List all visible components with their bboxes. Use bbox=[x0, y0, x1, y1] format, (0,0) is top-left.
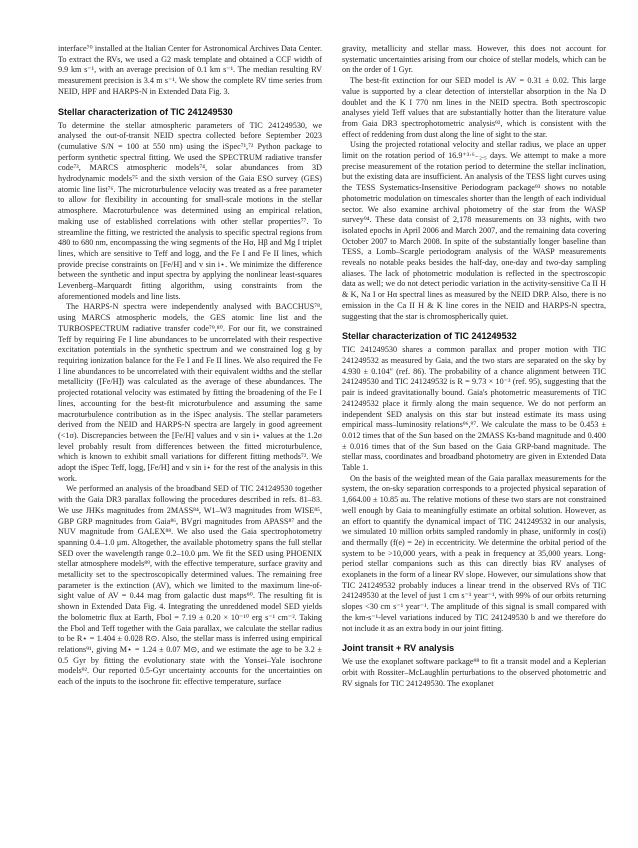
paper-page bbox=[58, 44, 606, 834]
right-column bbox=[342, 44, 606, 834]
left-column bbox=[58, 44, 322, 834]
paragraph: interface⁷⁰ installed at the Italian Center for Astronomical Archives Data Center. To extract the RVs, we used a G2 mask template and obtained a CCF width of 9.9 km s⁻¹, with an average precision of 0.1 km s⁻¹. The median resulting RV measurement precision is 3.4 m s⁻¹. We show the complete RV time series from NEID, HPF and HARPS-N in Extended Data Fig. 3. bbox=[58, 44, 322, 96]
section-heading: Joint transit + RV analysis bbox=[342, 643, 455, 654]
paragraph: The HARPS-N spectra were independently analysed with BACCHUS⁷⁸, using MARCS atmospheric models, the GES atomic line list and the TURBOSPECTRUM radiative transfer code⁷⁹,⁸⁰. For our fit, we constrained Teff by requiring Fe I line abundances to be uncorrelated with their respective excitation potentials in the synthetic spectrum and we constrained log g by requiring ionization balance for the Fe I and Fe II lines. We also required the Fe I line abundances to be uncorrelated with their equivalent widths and the stellar metallicity ([Fe/H]) was calculated as the average of these abundances. The projected rotational velocity was estimated by fitting the broadening of the Fe I lines, accounting for the best-fit microturbulence and assuming the same macroturbulence contribution as in the iSpec analysis. The stellar parameters derived from the NEID and HARPS-N spectra are largely in good agreement (<1σ). Discrepancies between the [Fe/H] values and v sin i⋆ values at the 1.2σ level probably result from differences between the fitted microturbulence, which is known to exhibit small variations for different fitting methods⁷². We adopt the iSpec Teff, logg, [Fe/H] and v sin i⋆ for the rest of the analysis in this work. bbox=[58, 302, 322, 483]
paragraph: We use the exoplanet software package⁹⁸ to fit a transit model and a Keplerian orbit with Rossiter–McLaughlin perturbations to the observed photometric and RV signals for TIC 241249530. The exoplanet bbox=[342, 657, 606, 688]
paragraph: gravity, metallicity and stellar mass. However, this does not account for systematic uncertainties arising from our choice of stellar models, which can be on the order of 1 Gyr. bbox=[342, 44, 606, 75]
paragraph: We performed an analysis of the broadband SED of TIC 241249530 together with the Gaia DR3 parallax following the procedures described in refs. 81–83. We use JHKs magnitudes from 2MASS⁸⁴, W1–W3 magnitudes from WISE⁸⁵, GBP GRP magnitudes from Gaia⁸⁶, BVgri magnitudes from APASS⁸⁷ and the NUV magnitude from GALEX⁸⁸. We also used the Gaia spectrophotometry spanning 0.4–1.0 μm. Altogether, the available photometry spans the full stellar SED over the wavelength range 0.2–10.0 μm. We fit the SED using PHOENIX stellar atmosphere models⁸⁹, with the effective temperature, surface gravity and metallicity set to the spectroscopically determined values. The remaining free parameter is the extinction (AV), which we limited to the maximum line-of-sight value of AV = 0.44 mag from galactic dust maps⁹⁰. The resulting fit is shown in Extended Data Fig. 4. Integrating the unreddened model SED yields the bolometric flux at Earth, Fbol = 7.19 ± 0.20 × 10⁻¹⁰ erg s⁻¹ cm⁻². Taking the Fbol and Teff together with the Gaia parallax, we calculate the stellar radius to be R⋆ = 1.404 ± 0.028 R⊙. Also, the stellar mass is inferred using empirical relations⁹¹, giving M⋆ = 1.24 ± 0.07 M⊙, and we estimate the age to be 3.2 ± 0.5 Gyr by fitting the evolutionary state with the Yonsei–Yale isochrone models⁹². Our reported 0.5-Gyr uncertainty accounts for the uncertainties on each of the inputs to the isochrone fit: effective temperature, surface bbox=[58, 484, 322, 687]
paragraph: The best-fit extinction for our SED model is AV = 0.31 ± 0.02. This large value is supported by a clear detection of interstellar absorption in the Na D doublet and the K I 770 nm lines in the NEID spectra. Both spectroscopic analyses yield Teff values that are substantially hotter than the literature value from Gaia DR3 spectrophotometric analysis⁹², which is consistent with the effect of reddening from dust along the line of sight to the star. bbox=[342, 76, 606, 139]
paragraph: On the basis of the weighted mean of the Gaia parallax measurements for the system, the on-sky separation corresponds to a projected physical separation of 1,664.00 ± 10.85 au. The relative motions of these two stars are not constrained well enough by Gaia to meaningfully estimate an orbital solution. However, as an effort to quantify the dynamical impact of TIC 241249532 in our analysis, we simulated 10 million orbits sampled randomly in phase, uniformly in cos(i) and thermally (f(e) = 2e) in eccentricity. We determine the orbital period of the system to be >10,000 years, with a peak in frequency at 35,000 years. Long-period stellar companions such as this can directly bias RV analyses of exoplanets in the form of a linear RV slope. However, our simulations show that TIC 241249532 probably induces a linear trend in the observed RVs of TIC 241249530 at the level of just 1 cm s⁻¹ year⁻¹, with 99% of our orbits returning slopes <30 cm s⁻¹ year⁻¹. The amplitude of this signal is small compared with the km-s⁻¹-level variations induced by TIC 241249530 b and we therefore do not include it as an extra body in our joint fitting. bbox=[342, 473, 606, 633]
section-heading: Stellar characterization of TIC 241249532 bbox=[342, 331, 517, 342]
paragraph: TIC 241249530 shares a common parallax and proper motion with TIC 241249532 as measured by Gaia, and the two stars are separated on the sky by 4.930 ± 0.104″ (ref. 86). The probability of a chance alignment between TIC 241249530 and TIC 241249532 is R = 9.73 × 10⁻³ (ref. 95), suggesting that the pair is indeed gravitationally bound. Gaia's photometric measurements of TIC 241249532 place it firmly along the main sequence. We do not perform an independent SED analysis on this star but instead estimate its mass using empirical mass–luminosity relations⁹⁶,⁹⁷. We calculate the mass to be 0.453 ± 0.012 times that of the Sun based on the 2MASS Ks-band magnitude and 0.400 ± 0.016 times that of the Sun based on the Gaia GRP-band magnitude. The stellar mass, coordinates and broadband photometry are given in Extended Data Table 1. bbox=[342, 345, 606, 473]
paragraph: Using the projected rotational velocity and stellar radius, we place an upper limit on the rotation period of 16.9⁺³·⁶₋₂.₅ days. We attempt to make a more precise measurement of the rotation period to determine the stellar inclination, but the existing data are insufficient. An analysis of the TESS light curves using the TESS Systematics-Insensitive Periodogram package⁹³ shows no notable photometric modulation on timescales shorter than the length of each individual sector. We also examine archival photometry of the star from the WASP survey⁹⁴. These data consist of 2,178 measurements on 33 nights, with two isolated epochs in April 2006 and March 2007, and the remaining data covering October 2007 to March 2008. In spite of the substantially longer baseline than TESS, a Lomb–Scargle periodogram analysis of the WASP measurements reveals no notable peaks besides the half-day, one-day and two-day sampling aliases. The lack of photometric modulation is reflected in the spectroscopic data as well; we do not detect periodic variation in the activity-sensitive Ca II H & K, Na I or Hα spectral lines as measured by the NEID DRP. Also, there is no emission in the Ca II H & K line cores in the NEID and HARPS-N spectra, suggesting that the star is chromospherically quiet. bbox=[342, 140, 606, 321]
paragraph: To determine the stellar atmospheric parameters of TIC 241249530, we analysed the out-of-transit NEID spectra collected before September 2023 (cumulative S/N = 100 at 550 nm) using the iSpec⁷¹,⁷² Python package to perform synthetic spectral fitting. We used the SPECTRUM radiative transfer code⁷³, MARCS atmospheric models⁷⁴, solar abundances from 3D hydrodynamic models⁷⁵ and the sixth version of the Gaia ESO survey (GES) atomic line list⁷⁶. The microturbulence velocity was treated as a free parameter to allow for flexibility in accounting for small-scale motions in the stellar atmosphere. Macroturbulence was determined using an empirical relation, making use of established correlations with other stellar properties⁷⁷. To streamline the fitting, we restricted the analysis to specific spectral regions from 480 to 680 nm, encompassing the wing segments of the Hα, Hβ and Mg I triplet lines, which are sensitive to Teff and logg, and the Fe I and Fe II lines, which provide precise constraints on [Fe/H] and v sin i⋆. We minimize the difference between the synthetic and input spectra by applying the nonlinear least-squares Levenberg–Marquardt fitting algorithm, using constraints from the aforementioned models and line lists. bbox=[58, 120, 322, 301]
section-heading: Stellar characterization of TIC 241249530 bbox=[58, 106, 233, 117]
